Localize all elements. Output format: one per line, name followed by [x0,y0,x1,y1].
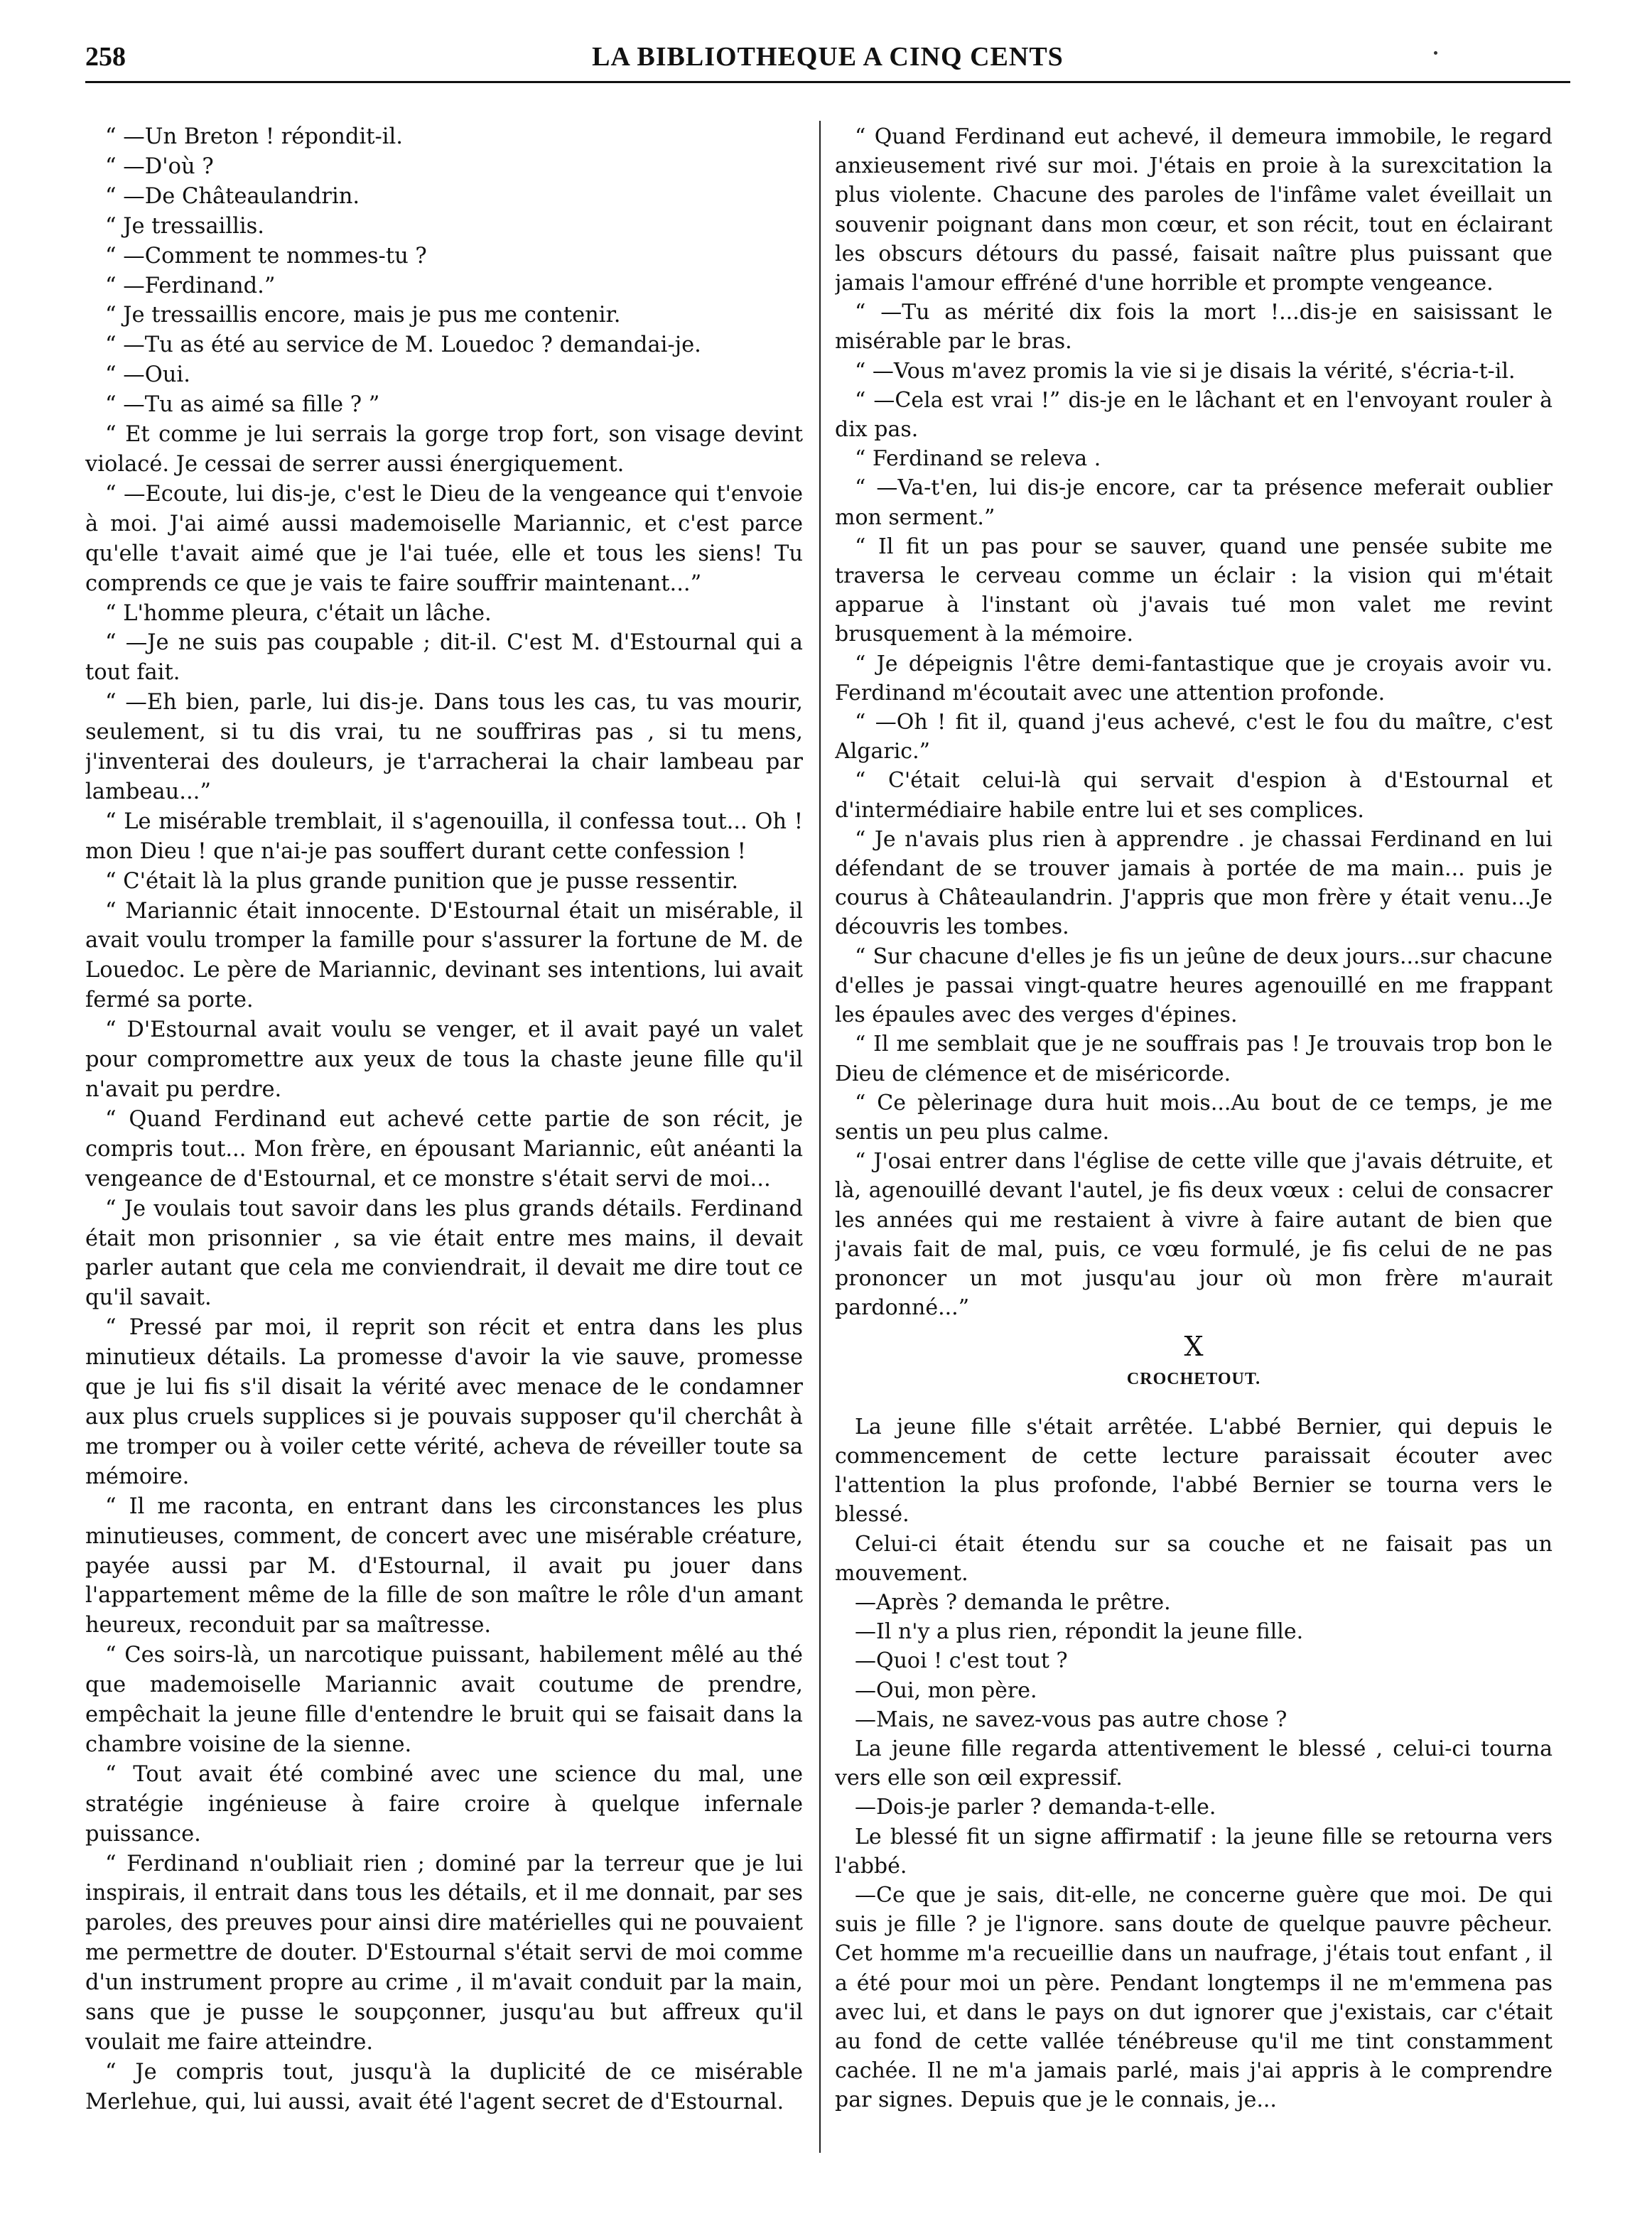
paragraph: “ J'osai entrer dans l'église de cette ville que j'avais détruite, et là, agenouillé devant l'autel, je fis deux vœux : celui de consacrer les années qui me restaient à vivre à faire autant de bien que j'avais fait de mal, puis, ce vœu formulé, je fis celui de ne pas prononcer un mot jusqu'au jour où mon frère m'aurait pardonné...” [835,1149,1553,1321]
paragraph: “ Quand Ferdinand eut achevé cette partie de son récit, je compris tout... Mon frère, en épousant Mariannic, eût anéanti la vengeance de d'Estournal, et ce monstre s'était servi de moi... [85,1106,803,1192]
paragraph: “ Mariannic était innocente. D'Estournal était un misérable, il avait voulu tromper la famille pour s'assurer la fortune de M. de Louedoc. Le père de Mariannic, devinant ses intentions, lui avait fermé sa porte. [85,898,803,1013]
paragraph: “ —Ferdinand.” [105,273,276,298]
running-title: LA BIBLIOTHEQUE A CINQ CENTS [592,42,1064,72]
paragraph: “ —Eh bien, parle, lui dis-je. Dans tous les cas, tu vas mourir, seulement, si tu dis vrai, tu ne souffriras pas , si tu mens, j'inventerai des douleurs, je t'arracherai la chair lambeau par lambeau...” [85,690,803,804]
paragraph: —Après ? demanda le prêtre. [855,1589,1171,1615]
paragraph: La jeune fille regarda attentivement le blessé , celui-ci tourna vers elle son œil expressif. [835,1736,1553,1791]
left-column [85,122,803,2147]
chapter-number: X [1184,1331,1204,1363]
paragraph: “ Ce pèlerinage dura huit mois...Au bout de ce temps, je me sentis un peu plus calme. [835,1090,1553,1145]
paragraph: “ —Oh ! fit il, quand j'eus achevé, c'est le fou du maître, c'est Algaric.” [835,710,1553,764]
right-column-chapter-text [835,1412,1553,2115]
chapter-title: CROCHETOUT. [1126,1369,1261,1388]
paragraph: “ —De Châteaulandrin. [105,183,360,209]
right-column [835,122,1553,2147]
paragraph: “ L'homme pleura, c'était un lâche. [105,600,492,626]
paragraph: “ Je dépeignis l'être demi-fantastique que je croyais avoir vu. Ferdinand m'écoutait avec une attention profonde. [835,651,1553,706]
paragraph: “ Je tressaillis. [105,213,264,239]
paragraph: “ Je tressaillis encore, mais je pus me contenir. [105,303,621,328]
right-column-narrative [835,122,1553,1322]
paragraph: “ —Comment te nommes-tu ? [105,243,427,269]
paragraph: “ Je compris tout, jusqu'à la duplicité de ce misérable Merlehue, qui, lui aussi, avait été l'agent secret de d'Estournal. [85,2059,803,2114]
paragraph: “ —D'où ? [105,153,214,179]
paragraph: “ —Je ne suis pas coupable ; dit-il. C'est M. d'Estournal qui a tout fait. [85,630,803,686]
paragraph: “ —Cela est vrai !” dis-je en le lâchant et en l'envoyant rouler à dix pas. [835,387,1553,443]
paragraph: “ Ferdinand n'oubliait rien ; dominé par la terreur que je lui inspirais, il entrait dans tous les détails, et il me donnait, par ses paroles, des preuves pour ainsi dire matérielles qui ne pouvaient me permettre de douter. D'Estournal s'était servi de moi comme d'un instrument propre au crime , il m'avait conduit par la main, sans que je pusse le soupçonner, jusqu'au but affreux qu'il voulait me faire atteindre. [85,1851,803,2055]
paragraph: —Il n'y a plus rien, répondit la jeune fille. [855,1619,1304,1645]
paragraph: “ Je voulais tout savoir dans les plus grands détails. Ferdinand était mon prisonnier , sa vie était entre mes mains, il devait parler autant que cela me conviendrait, il devait me dire tout ce qu'il savait. [85,1196,803,1311]
paragraph: “ Ces soirs-là, un narcotique puissant, habilement mêlé au thé que mademoiselle Mariannic avait coutume de prendre, empêchait la jeune fille d'entendre le bruit qui se faisait dans la chambre voisine de la sienne. [85,1643,803,1757]
print-speck [1434,51,1437,55]
paragraph: Le blessé fit un signe affirmatif : la jeune fille se retourna vers l'abbé. [835,1824,1553,1879]
paragraph: “ Je n'avais plus rien à apprendre . je chassai Ferdinand en lui défendant de se trouver jamais à portée de ma main... puis je courus à Châteaulandrin. J'appris que mon frère y était venu...Je découvris les tombes. [835,826,1553,940]
paragraph: “ D'Estournal avait voulu se venger, et il avait payé un valet pour compromettre aux yeux de tous la chaste jeune fille qu'il n'avait pu perdre. [85,1017,803,1102]
paragraph: —Mais, ne savez-vous pas autre chose ? [855,1707,1287,1732]
paragraph: “ —Tu as été au service de M. Louedoc ? demandai-je. [105,333,701,358]
paragraph: “ Ferdinand se releva . [855,446,1101,472]
paragraph: “ Le misérable tremblait, il s'agenouilla, il confessa tout... Oh ! mon Dieu ! que n'ai-je pas souffert durant cette confession ! [85,809,803,864]
paragraph: “ Il me raconta, en entrant dans les circonstances les plus minutieuses, comment, de concert avec une misérable créature, payée aussi par M. d'Estournal, il avait pu jouer dans l'appartement même de la fille de son maître le rôle d'un amant heureux, reconduit par sa maîtresse. [85,1493,803,1638]
paragraph: “ Quand Ferdinand eut achevé, il demeura immobile, le regard anxieusement rivé sur moi. J'étais en proie à la surexcitation la plus violente. Chacune des paroles de l'infâme valet éveillait un souvenir poignant dans mon cœur, et son récit, tout en éclairant les obscurs détours du passé, faisait naître plus puissant que jamais l'amour effréné d'une horrible et prompte vengeance. [835,124,1553,296]
paragraph: “ —Vous m'avez promis la vie si je disais la vérité, s'écria-t-il. [855,358,1516,384]
paragraph: “ Sur chacune d'elles je fis un jeûne de deux jours...sur chacune d'elles je passai vingt-quatre heures agenouillé en me frappant les épaules avec des verges d'épines. [835,944,1553,1028]
paragraph: Celui-ci était étendu sur sa couche et ne faisait pas un mouvement. [835,1531,1553,1586]
paragraph: “ Il fit un pas pour se sauver, quand une pensée subite me traversa le cerveau comme un éclair : la vision qui m'était apparue à l'instant où j'avais tué mon valet me revint brusquement à la mémoire. [835,534,1553,647]
page-header [85,41,1570,84]
paragraph: —Oui, mon père. [855,1677,1037,1703]
page-number: 258 [85,42,126,72]
paragraph: “ —Ecoute, lui dis-je, c'est le Dieu de la vengeance qui t'envoie à moi. J'ai aimé aussi mademoiselle Mariannic, et c'est parce qu'elle t'avait aimé que je l'ai tuée, elle et tous les siens! Tu comprends ce que je vais te faire souffrir maintenant...” [85,481,803,596]
paragraph: “ Il me semblait que je ne souffrais pas ! Je trouvais trop bon le Dieu de clémence et de miséricorde. [835,1032,1553,1086]
column-divider [819,121,821,2153]
paragraph: “ Pressé par moi, il reprit son récit et entra dans les plus minutieux détails. La promesse d'avoir la vie sauve, promesse que je lui fis s'il disait la vérité avec menace de le condamner aux plus cruels supplices si je pouvais supposer qu'il cherchât à me tromper ou à voiler cette vérité, acheva de réveiller toute sa mémoire. [85,1315,803,1489]
paragraph: “ —Tu as mérité dix fois la mort !...dis-je en saisissant le misérable par le bras. [835,300,1553,355]
paragraph: “ —Un Breton ! répondit-il. [105,124,403,149]
paragraph: La jeune fille s'était arrêtée. L'abbé Bernier, qui depuis le commencement de cette lecture paraissait écouter avec l'attention la plus profonde, l'abbé Bernier se tourna vers le blessé. [835,1414,1553,1528]
paragraph: “ C'était là la plus grande punition que je pusse ressentir. [105,868,739,894]
paragraph: —Quoi ! c'est tout ? [855,1648,1068,1674]
paragraph: “ Tout avait été combiné avec une science du mal, une stratégie ingénieuse à faire croire à quelque infernale puissance. [85,1761,803,1847]
paragraph: “ —Tu as aimé sa fille ? ” [105,392,380,418]
paragraph: “ Et comme je lui serrais la gorge trop fort, son visage devint violacé. Je cessai de serrer aussi énergiquement. [85,422,803,477]
header-rule [85,81,1570,83]
paragraph: —Ce que je sais, dit-elle, ne concerne guère que moi. De qui suis je fille ? je l'ignore. sans doute de quelque pauvre pêcheur. Cet homme m'a recueillie dans un naufrage, j'étais tout enfant , il a été pour moi un père. Pendant longtemps il ne m'emmena pas avec lui, et dans le pays on dut ignorer que j'existais, car c'était au fond de cette vallée ténébreuse qu'il me tint constamment cachée. Il ne m'a jamais parlé, mais j'ai appris à le comprendre par signes. Depuis que je le connais, je... [835,1882,1553,2113]
paragraph: “ —Va-t'en, lui dis-je encore, car ta présence meferait oublier mon serment.” [835,475,1553,530]
paragraph: “ —Oui. [105,362,190,388]
paragraph: —Dois-je parler ? demanda-t-elle. [855,1795,1216,1820]
paragraph: “ C'était celui-là qui servait d'espion à d'Estournal et d'intermédiaire habile entre lui et ses complices. [835,768,1553,823]
